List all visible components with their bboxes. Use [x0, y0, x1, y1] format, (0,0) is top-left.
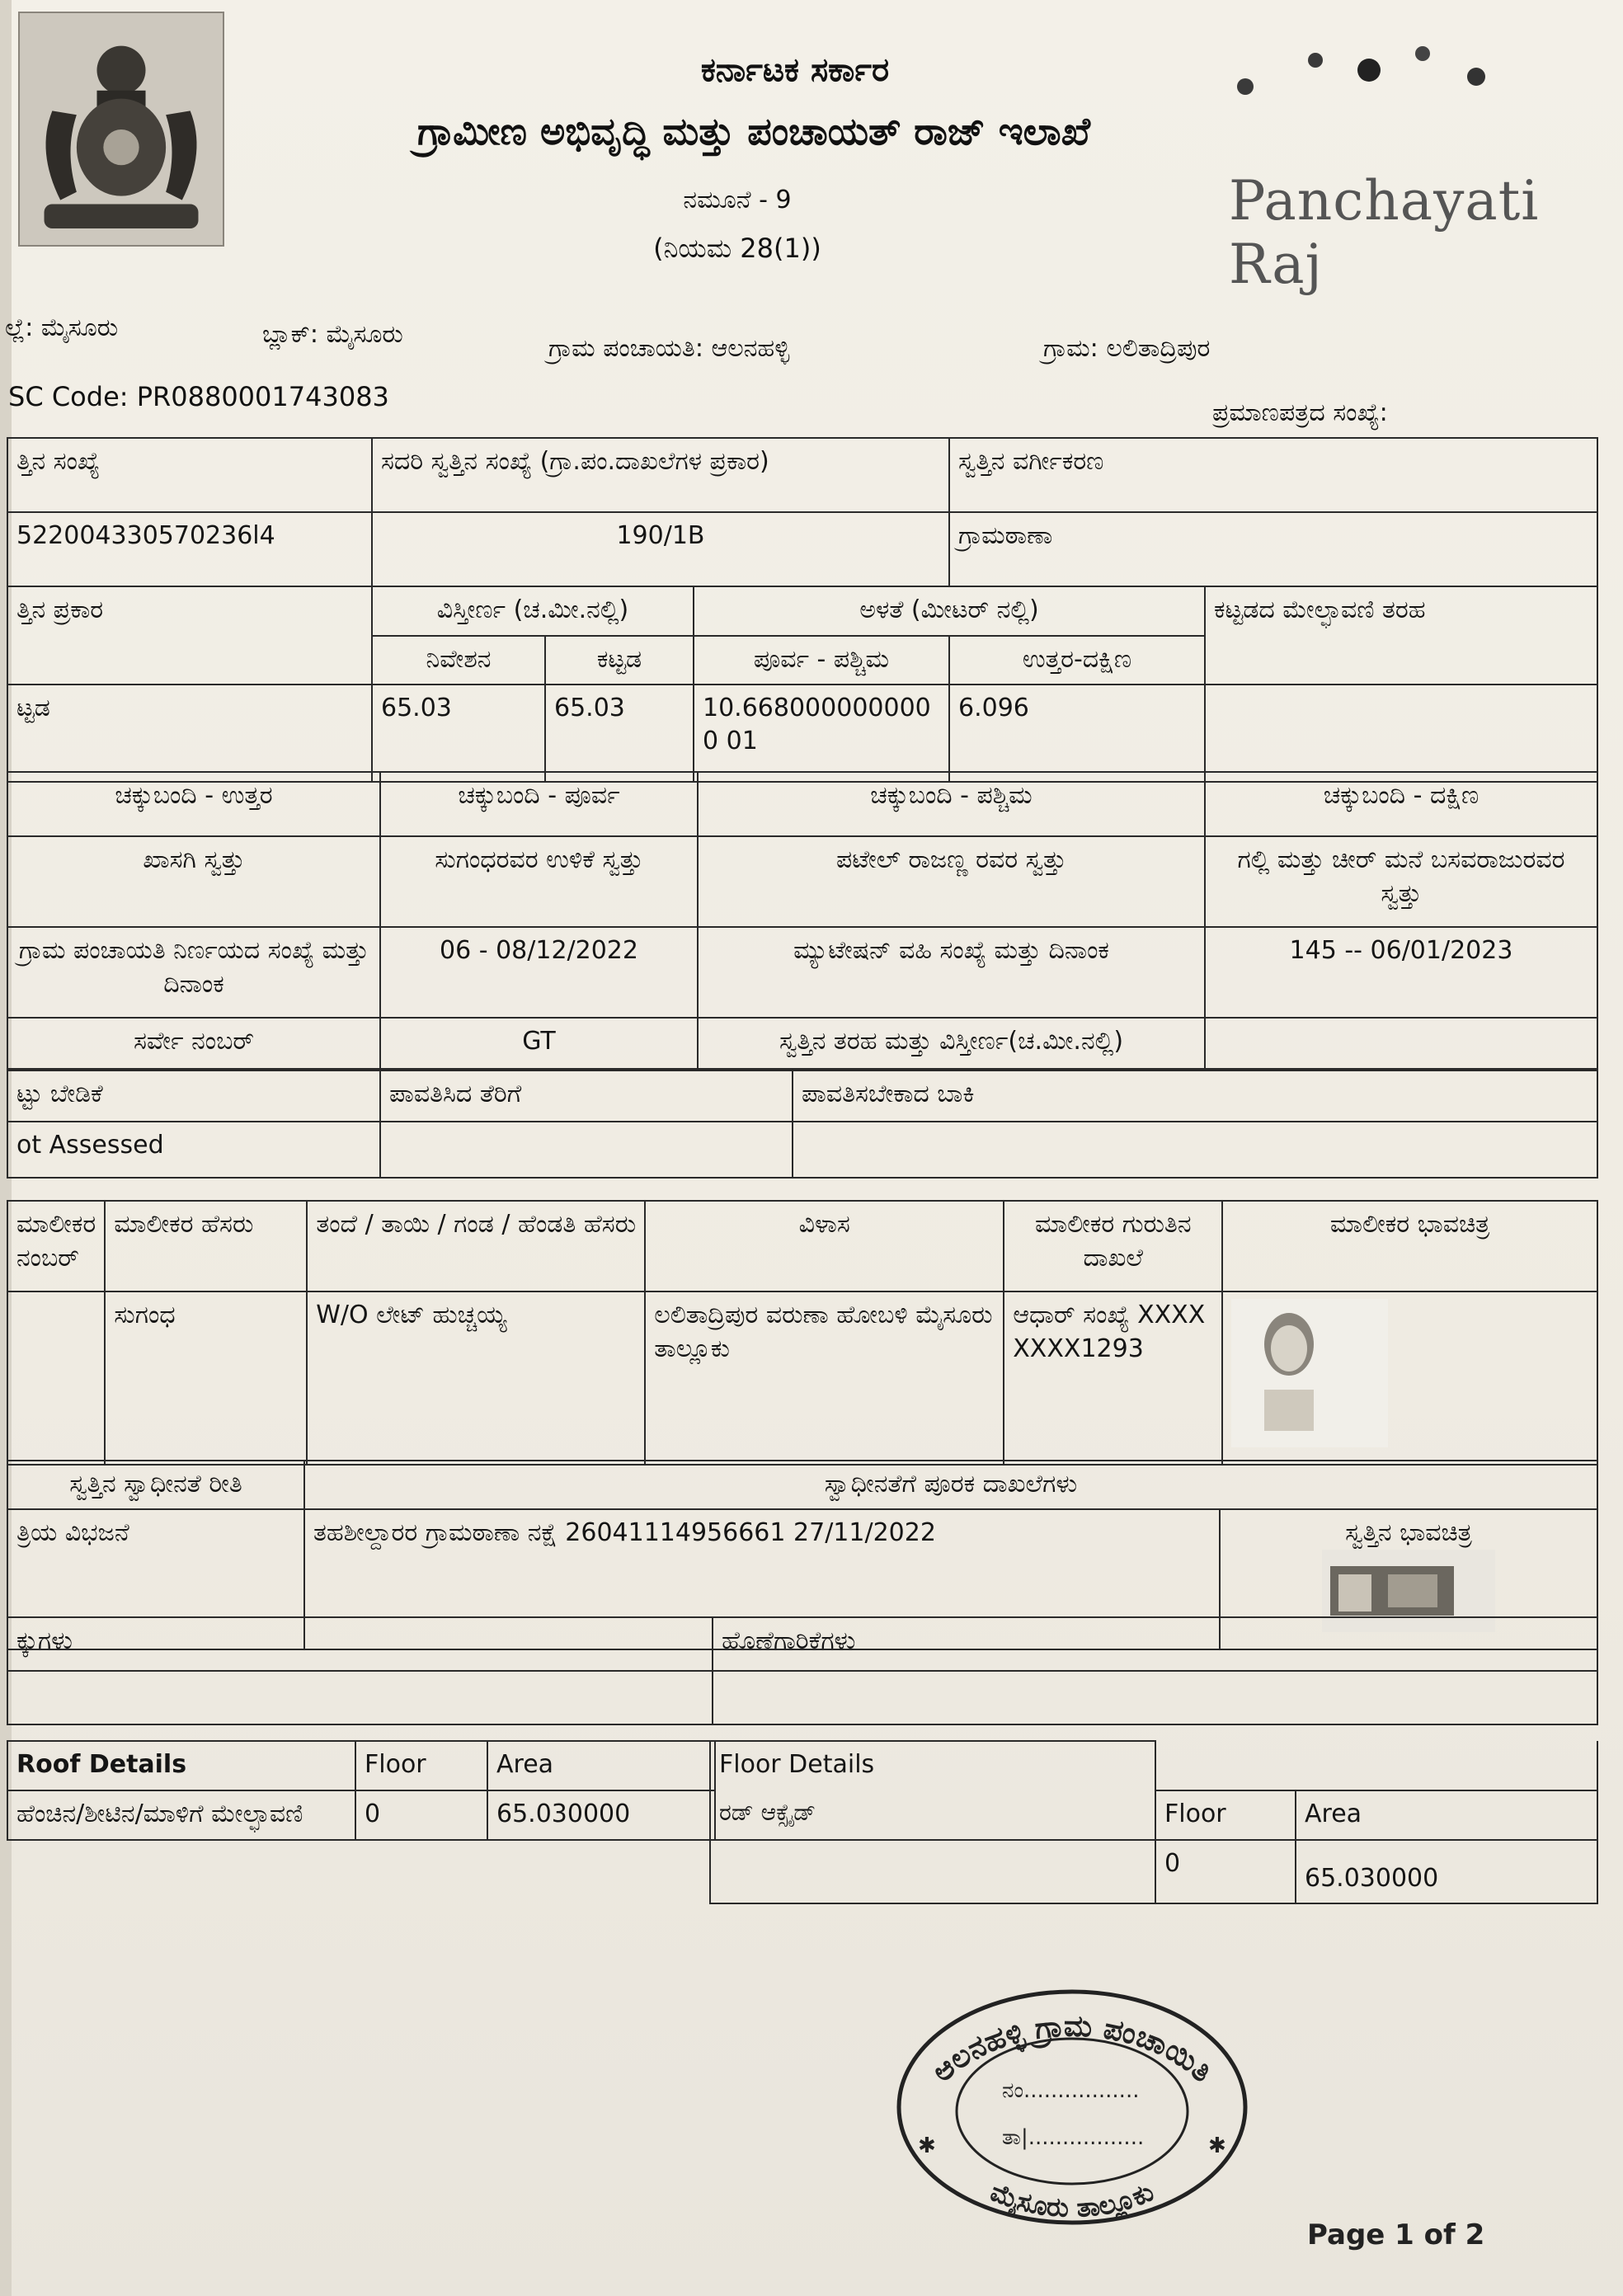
roof-area-value: 65.030000	[487, 1790, 715, 1840]
building-area-value: 65.03	[545, 685, 694, 782]
north-south-header: ಉತ್ತರ-ದಕ್ಷಿಣ	[949, 636, 1205, 685]
rights-table	[7, 1616, 1598, 1725]
district-label: ಲ್ಲೆ: ಮೈಸೂರು	[5, 313, 119, 342]
table-row	[7, 1790, 715, 1840]
owner-name-header: ಮಾಲೀಕರ ಹೆಸರು	[105, 1201, 307, 1292]
seal-star-right-icon: ✱	[1208, 2134, 1226, 2158]
site-area-header: ನಿವೇಶನ	[372, 636, 545, 685]
south-boundary-value: ಗಲ್ಲಿ ಮತ್ತು ಚೀರ್ ಮನೆ ಬಸವರಾಜುರವರ ಸ್ವತ್ತು	[1205, 836, 1597, 927]
gram-panchayat-label: ಗ್ರಾಮ ಪಂಚಾಯತಿ: ಆಲನಹಳ್ಳಿ	[548, 334, 790, 363]
east-boundary-label: ಚಕ್ಕುಬಂದಿ - ಪೂರ್ವ	[380, 772, 698, 836]
govt-title: ಕರ್ನಾಟಕ ಸರ್ಕಾರ	[700, 51, 890, 89]
tax-paid-label: ಪಾವತಿಸಿದ ತೆರಿಗೆ	[380, 1070, 793, 1122]
table-row	[7, 1292, 1597, 1465]
owner-address-header: ವಿಳಾಸ	[645, 1201, 1004, 1292]
property-id-label: ತ್ತಿನ ಸಂಖ್ಯೆ	[7, 438, 372, 512]
building-area-header: ಕಟ್ಟಡ	[545, 636, 694, 685]
owners-table	[7, 1200, 1598, 1466]
rights-value	[7, 1671, 713, 1724]
floor-type-value: ರಡ್ ಆಕ್ಸೈಡ್	[719, 1798, 816, 1826]
survey-number-value: GT	[380, 1018, 698, 1069]
mutation-value: 145 -- 06/01/2023	[1205, 927, 1597, 1018]
acquisition-docs-value: ತಹಶೀಲ್ದಾರರ ಗ್ರಾಮಠಾಣಾ ನಕ್ಷೆ 26041114956661 27/11/2022	[304, 1509, 1220, 1649]
acquisition-mode-value: ತ್ರಿಯ ವಿಭಜನೆ	[7, 1509, 304, 1649]
tax-table	[7, 1070, 1598, 1179]
seal-bottom-text: ಮೈಸೂರು ತಾಲ್ಲೂಕು	[986, 2176, 1159, 2224]
owner-id-value: ಆಧಾರ್ ಸಂಖ್ಯೆ XXXXXXXX1293	[1004, 1292, 1222, 1465]
east-boundary-value: ಸುಗಂಧರವರ ಉಳಿಕೆ ಸ್ವತ್ತು	[380, 836, 698, 927]
seal-number-line: ನಂ.................	[1002, 2078, 1140, 2103]
page-number: Page 1 of 2	[1307, 2218, 1485, 2251]
seal-top-text: ಆಲನಹಳ್ಳಿ ಗ್ರಾಮ ಪಂಚಾಯಿತಿ	[925, 2009, 1219, 2090]
acquisition-mode-label: ಸ್ವತ್ತಿನ ಸ್ವಾಧೀನತೆ ರೀತಿ	[7, 1461, 304, 1509]
property-type-label: ತ್ತಿನ ಪ್ರಕಾರ	[7, 586, 372, 685]
north-boundary-label: ಚಕ್ಕುಬಂದಿ - ಉತ್ತರ	[7, 772, 380, 836]
roof-floor-header: Floor	[355, 1741, 487, 1790]
east-west-value: 10.6680000000000 01	[694, 685, 949, 782]
form-number: ನಮೂನೆ - 9	[683, 186, 792, 214]
rights-label: ಕ್ಕುಗಳು	[7, 1617, 713, 1671]
roof-type-header: ಕಟ್ಟಡದ ಮೇಲ್ಛಾವಣಿ ತರಹ	[1205, 586, 1597, 685]
gp-resolution-label: ಗ್ರಾಮ ಪಂಚಾಯತಿ ನಿರ್ಣಯದ ಸಂಖ್ಯೆ ಮತ್ತು ದಿನಾಂಕ	[7, 927, 380, 1018]
balance-due-label: ಪಾವತಿಸಬೇಕಾದ ಬಾಕಿ	[793, 1070, 1597, 1122]
gp-resolution-value: 06 - 08/12/2022	[380, 927, 698, 1018]
owner-address-value: ಲಲಿತಾದ್ರಿಪುರ ವರುಣಾ ಹೋಬಳಿ ಮೈಸೂರು ತಾಲ್ಲೂಕು	[645, 1292, 1004, 1465]
old-number-label: ಸದರಿ ಸ್ವತ್ತಿನ ಸಂಖ್ಯೆ (ಗ್ರಾ.ಪಂ.ದಾಖಲೆಗಳ ಪ್ರಕಾರ)	[372, 438, 949, 512]
liabilities-label: ಹೊಣೆಗಾರಿಕೆಗಳು	[713, 1617, 1597, 1671]
west-boundary-value: ಪಟೇಲ್ ರಾಜಣ್ಣ ರವರ ಸ್ವತ್ತು	[698, 836, 1205, 927]
seal-star-left-icon: ✱	[918, 2134, 936, 2158]
property-type-area-label: ಸ್ವತ್ತಿನ ತರಹ ಮತ್ತು ವಿಸ್ತೀರ್ಣ(ಚ.ಮೀ.ನಲ್ಲಿ)	[698, 1018, 1205, 1069]
balance-due-value	[793, 1122, 1597, 1178]
floor-details-title	[710, 1741, 1155, 1840]
floor-floor-header: Floor	[1155, 1790, 1296, 1840]
department-title: ಗ್ರಾಮೀಣ ಅಭಿವೃದ್ಧಿ ಮತ್ತು ಪಂಚಾಯತ್ ರಾಜ್ ಇಲಾಖೆ	[417, 109, 1090, 153]
roof-area-header: Area	[487, 1741, 715, 1790]
panchayati-raj-logo: Panchayati Raj	[1229, 169, 1540, 296]
boundaries-table	[7, 771, 1598, 1070]
area-header: ವಿಸ್ತೀರ್ಣ (ಚ.ಮೀ.ನಲ್ಲಿ)	[372, 586, 694, 636]
roof-details-title: Roof Details	[7, 1741, 355, 1790]
property-type-value: ಟ್ಟಡ	[7, 685, 372, 782]
owner-id-header: ಮಾಲೀಕರ ಗುರುತಿನ ದಾಖಲೆ	[1004, 1201, 1222, 1292]
property-type-area-value	[1205, 1018, 1597, 1069]
roof-type-value	[1205, 685, 1597, 782]
site-area-value: 65.03	[372, 685, 545, 782]
taluk-label: ಬ್ಲಾಕ್: ಮೈಸೂರು	[262, 320, 403, 349]
floor-details-table	[709, 1740, 1598, 1904]
west-boundary-label: ಚಕ್ಕುಬಂದಿ - ಪಶ್ಚಿಮ	[698, 772, 1205, 836]
certificate-number-label: ಪ್ರಮಾಣಪತ್ರದ ಸಂಖ್ಯೆ:	[1212, 398, 1388, 427]
owner-name-value: ಸುಗಂಧ	[105, 1292, 307, 1465]
floor-area-header: Area	[1296, 1790, 1597, 1840]
floor-area-value: 65.030000	[1296, 1840, 1597, 1903]
east-west-header: ಪೂರ್ವ - ಪಶ್ಚಿಮ	[694, 636, 949, 685]
owner-photo-header: ಮಾಲೀಕರ ಭಾವಚಿತ್ರ	[1222, 1201, 1597, 1292]
old-number-value: 190/1B	[372, 512, 949, 586]
owner-relation-value: W/O ಲೇಟ್ ಹುಚ್ಚಯ್ಯ	[307, 1292, 645, 1465]
owner-number-value	[7, 1292, 105, 1465]
table-row	[710, 1840, 1597, 1903]
owner-relation-header: ತಂದೆ / ತಾಯಿ / ಗಂಡ / ಹೆಂಡತಿ ಹೆಸರು	[307, 1201, 645, 1292]
mutation-label: ಮ್ಯುಟೇಷನ್ ವಹಿ ಸಂಖ್ಯೆ ಮತ್ತು ದಿನಾಂಕ	[698, 927, 1205, 1018]
lgd-code: SC Code: PR0880001743083	[8, 381, 389, 412]
survey-number-label: ಸರ್ವೇ ನಂಬರ್	[7, 1018, 380, 1069]
classification-value: ಗ್ರಾಮಠಾಣಾ	[949, 512, 1597, 586]
south-boundary-label: ಚಕ್ಕುಬಂದಿ - ದಕ್ಷಿಣ	[1205, 772, 1597, 836]
floor-details-title-text: Floor Details	[719, 1750, 875, 1779]
panchayat-logo-dots	[1229, 45, 1526, 111]
north-south-value: 6.096	[949, 685, 1205, 782]
gram-panchayat-seal	[878, 1975, 1266, 2231]
acquisition-docs-label: ಸ್ವಾಧೀನತೆಗೆ ಪೂರಕ ದಾಖಲೆಗಳು	[304, 1461, 1597, 1509]
owner-number-header: ಮಾಲೀಕರ ನಂಬರ್	[7, 1201, 105, 1292]
total-demand-label: ಟ್ಟು ಬೇಡಿಕೆ	[7, 1070, 380, 1122]
total-demand-value: ot Assessed	[7, 1122, 380, 1178]
floor-spacer	[1155, 1741, 1597, 1790]
property-id-table	[7, 437, 1598, 587]
roof-details-table	[7, 1740, 716, 1841]
dimensions-header: ಅಳತೆ (ಮೀಟರ್ ನಲ್ಲಿ)	[694, 586, 1205, 636]
rule-reference: (ನಿಯಮ 28(1))	[653, 233, 821, 264]
seal-date-line: ತಾ|.................	[1002, 2125, 1145, 2150]
area-dimensions-table	[7, 586, 1598, 783]
tax-paid-value	[380, 1122, 793, 1178]
roof-type-value: ಹೆಂಚಿನ/ಶೀಟಿನ/ಮಾಳಿಗೆ ಮೇಲ್ಛಾವಣಿ	[7, 1790, 355, 1840]
owner-photo-cell	[1222, 1292, 1597, 1465]
liabilities-value	[713, 1671, 1597, 1724]
property-photo-label: ಸ್ವತ್ತಿನ ಭಾವಚಿತ್ರ	[1345, 1517, 1472, 1547]
classification-label: ಸ್ವತ್ತಿನ ವರ್ಗೀಕರಣ	[949, 438, 1597, 512]
property-id-value: 522004330570236l4	[7, 512, 372, 586]
owner-photo	[1231, 1299, 1388, 1447]
village-label: ಗ್ರಾಮ: ಲಲಿತಾದ್ರಿಪುರ	[1043, 334, 1211, 363]
roof-floor-value: 0	[355, 1790, 487, 1840]
north-boundary-value: ಖಾಸಗಿ ಸ್ವತ್ತು	[7, 836, 380, 927]
floor-floor-value: 0	[1155, 1840, 1296, 1903]
floor-type-spacer	[710, 1840, 1155, 1903]
